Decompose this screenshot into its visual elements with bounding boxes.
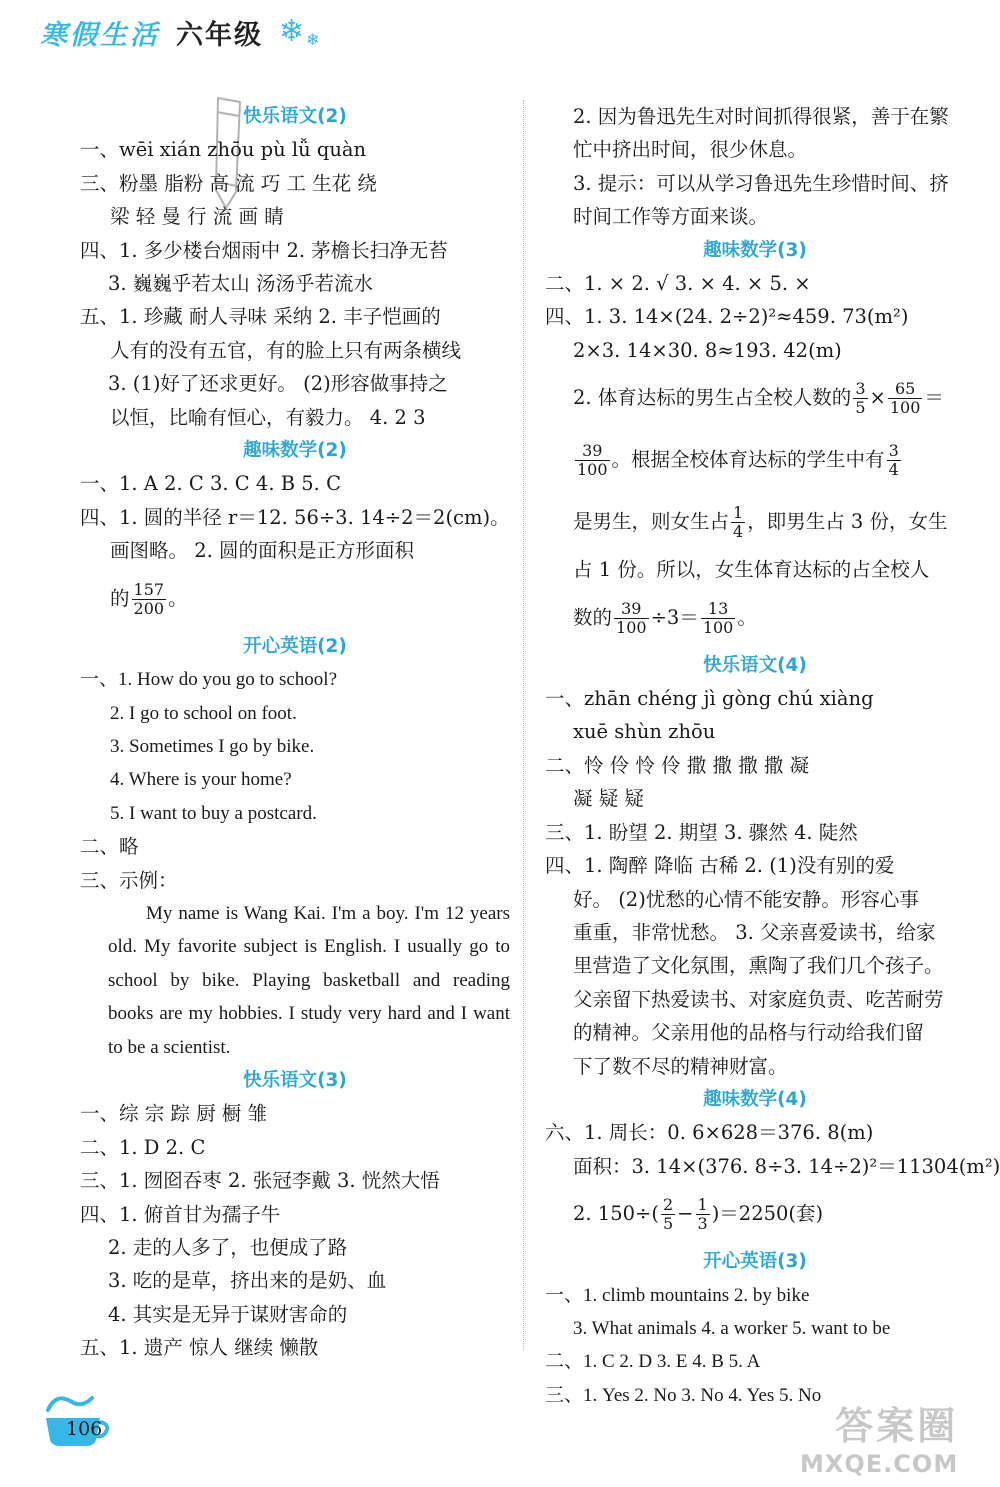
fraction-denominator: 100 bbox=[616, 617, 647, 637]
grade-title: 六年级 bbox=[176, 19, 263, 51]
fraction bbox=[887, 442, 901, 479]
answer-line bbox=[545, 1183, 965, 1245]
small-snowflake-icon: ❄ bbox=[306, 30, 320, 49]
answer-line: 二、1. D 2. C bbox=[80, 1135, 206, 1159]
fraction-denominator: 5 bbox=[662, 1214, 674, 1234]
answer-line: xuē shùn zhōu bbox=[573, 720, 716, 744]
series-title: 寒假生活 bbox=[40, 19, 160, 51]
fraction bbox=[701, 600, 736, 637]
answer-line: 一、1. How do you go to school? bbox=[80, 669, 338, 691]
answer-line: 下了数不尽的精神财富。 bbox=[573, 1054, 788, 1078]
fraction bbox=[696, 1196, 710, 1233]
section-title: 趣味数学(4) bbox=[703, 1088, 807, 1110]
text-fragment: × bbox=[869, 386, 886, 410]
answer-line: 二、1. × 2. √ 3. × 4. × 5. × bbox=[545, 272, 811, 296]
answer-line: 的精神。父亲用他的品格与行动给我们留 bbox=[573, 1021, 925, 1045]
snowflake-icon: ❄ bbox=[279, 14, 305, 49]
answer-line: 四、1. 3. 14×(24. 2÷2)²≈459. 73(m²) bbox=[545, 305, 909, 329]
answer-line: 5. I want to buy a postcard. bbox=[110, 802, 317, 824]
section-title: 趣味数学(2) bbox=[243, 440, 347, 462]
answer-line: 一、1. climb mountains 2. by bike bbox=[545, 1284, 810, 1306]
answer-line: 4. Where is your home? bbox=[110, 769, 292, 791]
answer-line: 重重，非常忧愁。 3. 父亲喜爱读书，给家 bbox=[573, 920, 936, 944]
text-fragment: ÷3＝ bbox=[650, 605, 699, 629]
sample-essay: My name is Wang Kai. I'm a boy. I'm 12 years old. My favorite subject is English. I usually go to school by bike. Playing basketball and reading books are my hobbies. I study very hard and I want to be a scientist. bbox=[108, 902, 510, 1058]
fraction-numerator: 3 bbox=[855, 379, 866, 399]
text-fragment: ，即男生占 3 份，女生 bbox=[747, 510, 948, 534]
answer-line: 二、1. C 2. D 3. E 4. B 5. A bbox=[545, 1351, 761, 1373]
column-divider bbox=[523, 100, 524, 1350]
fraction-numerator: 3 bbox=[888, 441, 899, 461]
answer-line: 以恒，比喻有恒心，有毅力。 4. 2 3 bbox=[110, 405, 426, 429]
fraction bbox=[853, 380, 867, 417]
answer-line: 人有的没有五官，有的脸上只有两条横线 bbox=[110, 338, 462, 362]
text-fragment: )＝2250(套) bbox=[711, 1202, 824, 1226]
page-number: 106 bbox=[66, 1418, 103, 1440]
fraction-numerator: 65 bbox=[888, 380, 923, 399]
answer-line: 忙中挤出时间，很少休息。 bbox=[573, 138, 808, 162]
answer-line: 2×3. 14×30. 8≈193. 42(m) bbox=[573, 338, 842, 362]
answer-line bbox=[80, 568, 510, 630]
answer-line: 一、zhān chéng jì gòng chú xiàng bbox=[545, 687, 874, 711]
section-title: 开心英语(3) bbox=[703, 1251, 807, 1273]
text-fragment: 。根据全校体育达标的学生中有 bbox=[611, 448, 885, 472]
section-title: 快乐语文(4) bbox=[703, 654, 807, 676]
text-fragment: ＝ bbox=[924, 386, 944, 410]
answer-line: 3. (1)好了还求更好。 (2)形容做事持之 bbox=[108, 372, 448, 396]
page-header bbox=[40, 10, 320, 54]
watermark bbox=[800, 1395, 958, 1478]
answer-line bbox=[545, 429, 965, 491]
fraction bbox=[731, 504, 745, 541]
answer-line: 五、1. 珍藏 耐人寻味 采纳 2. 丰子恺画的 bbox=[80, 305, 441, 329]
answer-line bbox=[545, 367, 965, 429]
fraction-numerator: 39 bbox=[614, 600, 649, 619]
answer-line: 2. I go to school on foot. bbox=[110, 702, 297, 724]
answer-line: 里营造了文化氛围，熏陶了我们几个孩子。 bbox=[573, 954, 944, 978]
answer-line: 3. 巍巍乎若太山 汤汤乎若流水 bbox=[108, 272, 374, 296]
answer-line: 三、粉墨 脂粉 高 流 巧 工 生花 绕 bbox=[80, 171, 377, 195]
fraction-denominator: 5 bbox=[855, 398, 866, 418]
answer-line: 占 1 份。所以，女生体育达标的占全校人 bbox=[573, 558, 930, 582]
answer-line: 时间工作等方面来谈。 bbox=[573, 205, 769, 229]
answer-line: 三、示例： bbox=[80, 868, 178, 892]
answer-line: 3. 提示：可以从学习鲁迅先生珍惜时间、挤 bbox=[573, 171, 949, 195]
answer-line: 2. 走的人多了，也便成了路 bbox=[108, 1236, 348, 1259]
fraction-numerator: 39 bbox=[575, 442, 610, 461]
answer-line: 二、略 bbox=[80, 835, 139, 859]
fraction-denominator: 3 bbox=[697, 1214, 708, 1234]
answer-line: 凝 疑 疑 bbox=[573, 787, 644, 811]
text-fragment: 2. 150÷( bbox=[573, 1202, 659, 1226]
answer-line: 三、1. 盼望 2. 期望 3. 骤然 4. 陡然 bbox=[545, 820, 858, 844]
section-title: 快乐语文(3) bbox=[243, 1069, 347, 1091]
fraction bbox=[661, 1196, 675, 1233]
answer-line: 2. 因为鲁迅先生对时间抓得很紧，善于在繁 bbox=[573, 105, 949, 128]
fraction-denominator: 200 bbox=[133, 598, 165, 618]
fraction bbox=[888, 380, 923, 417]
fraction bbox=[575, 442, 610, 479]
fraction-numerator: 2 bbox=[662, 1195, 674, 1215]
answer-line: 好。 (2)忧愁的心情不能安静。形容心事 bbox=[573, 887, 919, 911]
answer-line: 一、wēi xián zhōu pù lǚ quàn bbox=[80, 138, 367, 162]
answer-line bbox=[545, 587, 965, 649]
fraction-denominator: 4 bbox=[888, 460, 899, 480]
answer-line: 五、1. 遗产 惊人 继续 懒散 bbox=[80, 1336, 319, 1360]
answer-line: 3. What animals 4. a worker 5. want to be bbox=[573, 1317, 891, 1339]
answer-line: 一、综 宗 踪 厨 橱 雏 bbox=[80, 1102, 267, 1126]
watermark-url: MXQE.COM bbox=[800, 1450, 959, 1478]
text-fragment: 的 bbox=[110, 586, 130, 610]
answer-line: 画图略。 2. 圆的面积是正方形面积 bbox=[110, 539, 415, 563]
answer-line: 3. 吃的是草，挤出来的是奶、血 bbox=[108, 1269, 387, 1293]
answer-line: 三、1. 囫囵吞枣 2. 张冠李戴 3. 恍然大悟 bbox=[80, 1169, 440, 1193]
section-title: 开心英语(2) bbox=[243, 635, 347, 657]
answer-line: 四、1. 陶醉 降临 古稀 2. (1)没有别的爱 bbox=[545, 854, 895, 878]
text-fragment: 是男生，则女生占 bbox=[573, 510, 730, 534]
answer-line: 四、1. 多少楼台烟雨中 2. 茅檐长扫净无苔 bbox=[80, 238, 448, 262]
section-title: 趣味数学(3) bbox=[703, 239, 807, 261]
fraction-numerator: 1 bbox=[733, 503, 744, 523]
answer-line: 面积：3. 14×(376. 8÷3. 14÷2)²＝11304(m²) bbox=[573, 1154, 1000, 1178]
fraction bbox=[614, 600, 649, 637]
fraction-denominator: 100 bbox=[889, 398, 921, 418]
watermark-logo-text: 答案圈 bbox=[835, 1404, 959, 1448]
section-title: 快乐语文(2) bbox=[243, 106, 347, 127]
text-fragment: 。 bbox=[737, 605, 757, 629]
fraction-denominator: 100 bbox=[577, 460, 608, 480]
text-fragment: − bbox=[677, 1202, 694, 1226]
answer-line: 二、怜 伶 怜 伶 撒 撒 撒 撒 凝 bbox=[545, 753, 810, 777]
answer-line: 六、1. 周长：0. 6×628＝376. 8(m) bbox=[545, 1121, 874, 1145]
fraction bbox=[132, 581, 167, 618]
answer-line: 三、1. Yes 2. No 3. No 4. Yes 5. No bbox=[545, 1384, 822, 1406]
fraction-numerator: 13 bbox=[701, 600, 736, 619]
answer-line: 4. 其实是无异于谋财害命的 bbox=[108, 1302, 348, 1326]
right-column bbox=[545, 100, 1000, 1412]
text-fragment: 2. 体育达标的男生占全校人数的 bbox=[573, 386, 852, 410]
fraction-denominator: 100 bbox=[702, 617, 734, 637]
answer-line: 父亲留下热爱读书、对家庭负责、吃苦耐劳 bbox=[573, 987, 944, 1011]
fraction-numerator: 1 bbox=[697, 1195, 708, 1215]
answer-line: 四、1. 俯首甘为孺子牛 bbox=[80, 1202, 281, 1226]
answer-line bbox=[545, 491, 965, 553]
fraction-denominator: 4 bbox=[733, 522, 744, 542]
answer-line: 一、1. A 2. C 3. C 4. B 5. C bbox=[80, 472, 341, 496]
answer-line: 3. Sometimes I go by bike. bbox=[110, 735, 315, 757]
left-column bbox=[80, 100, 510, 1365]
text-fragment: 数的 bbox=[573, 605, 613, 629]
fraction-numerator: 157 bbox=[133, 579, 165, 599]
answer-line: 梁 轻 曼 行 流 画 睛 bbox=[110, 205, 284, 229]
answer-line: 四、1. 圆的半径 r＝12. 56÷3. 14÷2＝2(cm)。 bbox=[80, 505, 510, 529]
text-fragment: 。 bbox=[168, 586, 188, 610]
